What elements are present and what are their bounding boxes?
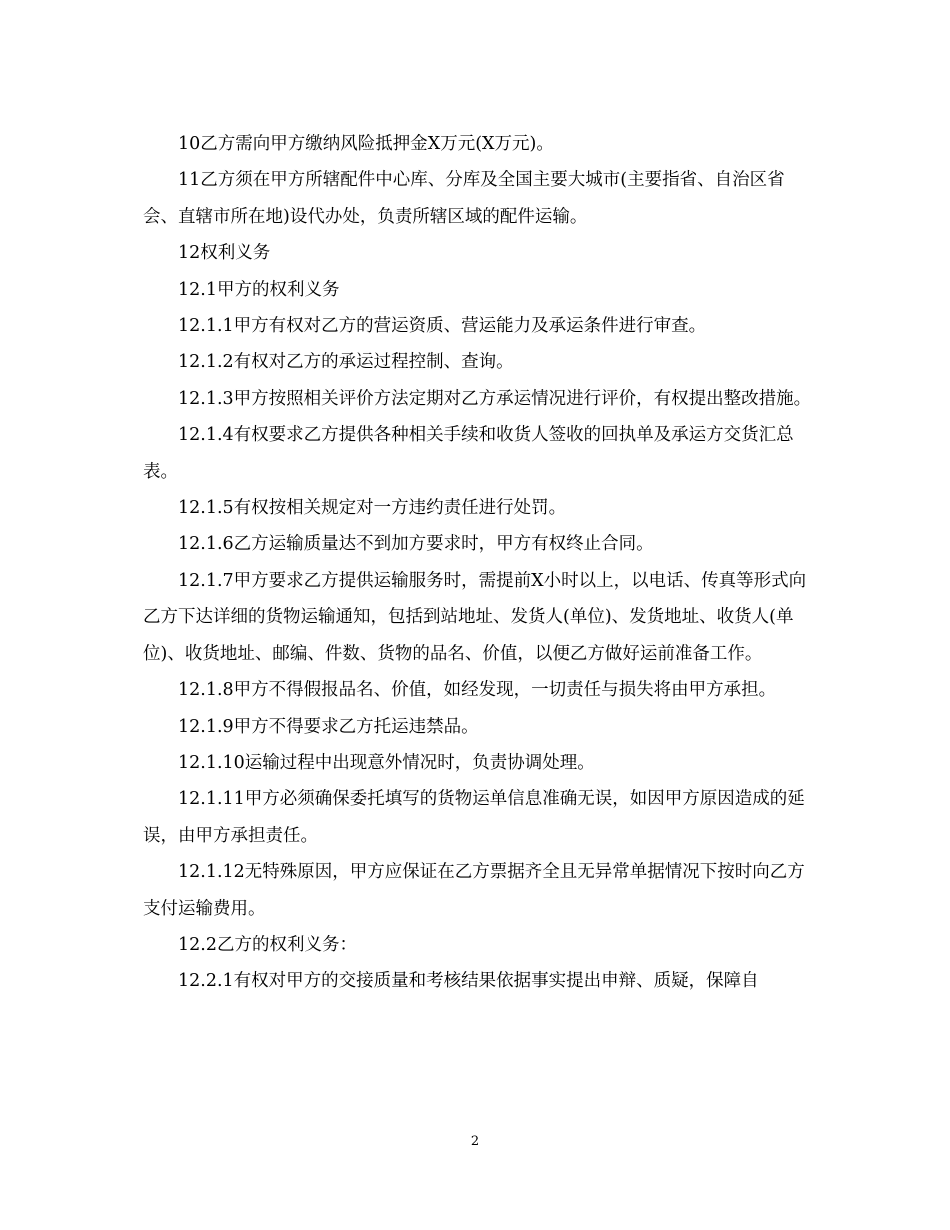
clause-12-1-10: 12.1.10运输过程中出现意外情况时，负责协调处理。 xyxy=(178,752,595,773)
clause-12-1-4: 12.1.4有权要求乙方提供各种相关手续和收货人签收的回执单及承运方交货汇总表。 xyxy=(143,425,794,482)
clause-12-1-7: 12.1.7甲方要求乙方提供运输服务时，需提前X小时以上，以电话、传真等形式向乙方下达详细的货物运输通知，包括到站地址、发货人(单位)、发货地址、收货人(单位)、收货地址、邮编、件数、货物的品名、价值，以便乙方做好运前准备工作。 xyxy=(143,570,807,664)
clause-12-1-3: 12.1.3甲方按照相关评价方法定期对乙方承运情况进行评价，有权提出整改措施。 xyxy=(178,388,812,409)
paragraph-11-offices: 11乙方须在甲方所辖配件中心库、分库及全国主要大城市(主要指省、自治区省会、直辖市所在地)设代办处，负责所辖区域的配件运输。 xyxy=(143,170,785,227)
paragraph-10-deposit: 10乙方需向甲方缴纳风险抵押金X万元(X万元)。 xyxy=(178,134,554,154)
clause-12-1-6: 12.1.6乙方运输质量达不到加方要求时，甲方有权终止合同。 xyxy=(178,534,654,555)
clause-12-2-1: 12.2.1有权对甲方的交接质量和考核结果依据事实提出申辩、质疑，保障自 xyxy=(178,971,759,992)
document-body xyxy=(143,126,815,1000)
clause-12-1-8: 12.1.8甲方不得假报品名、价值，如经发现，一切责任与损失将由甲方承担。 xyxy=(178,680,777,701)
clause-12-1-9: 12.1.9甲方不得要求乙方托运违禁品。 xyxy=(178,716,479,737)
clause-12-1-12: 12.1.12无特殊原因，甲方应保证在乙方票据齐全且无异常单据情况下按时向乙方支付运输费用。 xyxy=(143,862,805,919)
clause-12-1-2: 12.1.2有权对乙方的承运过程控制、查询。 xyxy=(178,352,514,373)
clause-12-1-5: 12.1.5有权按相关规定对一方违约责任进行处罚。 xyxy=(178,498,567,519)
page-number: 2 xyxy=(470,1134,480,1149)
heading-12-rights-obligations: 12权利义务 xyxy=(178,243,271,264)
clause-12-1-11: 12.1.11甲方必须确保委托填写的货物运单信息准确无误，如因甲方原因造成的延误，由甲方承担责任。 xyxy=(143,789,805,846)
clause-12-1-1: 12.1.1甲方有权对乙方的营运资质、营运能力及承运条件进行审查。 xyxy=(178,316,707,337)
heading-12-2-party-b: 12.2乙方的权利义务： xyxy=(178,934,357,955)
heading-12-1-party-a: 12.1甲方的权利义务 xyxy=(178,279,340,300)
